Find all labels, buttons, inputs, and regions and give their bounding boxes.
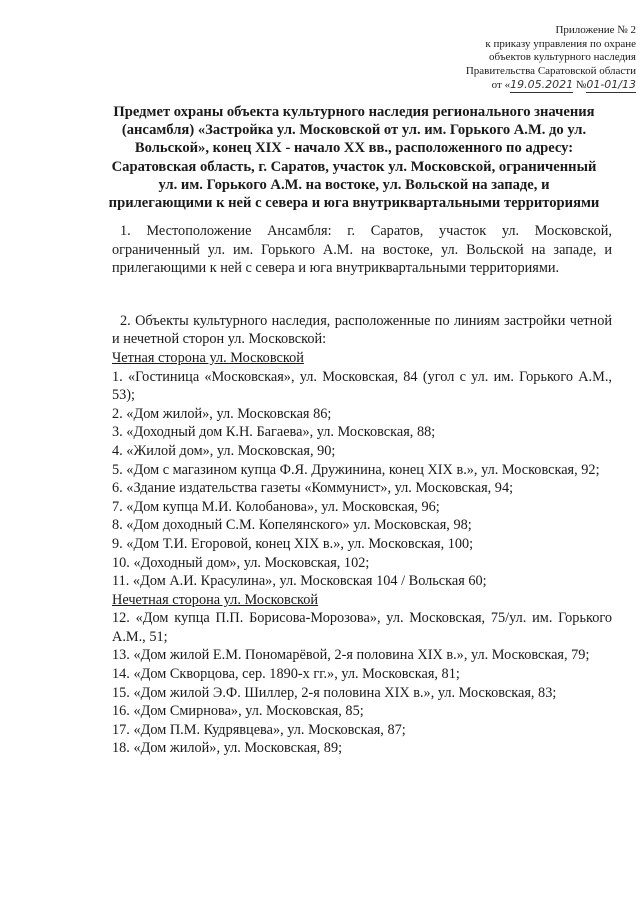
title-line: (ансамбля) «Застройка ул. Московской от ул. им. Горького А.М. до ул. bbox=[121, 122, 587, 139]
location-paragraph: 1. Местоположение Ансамбля: г. Саратов, участок ул. Московской, ограниченный ул. им. Горького А.М. на востоке, ул. Вольской на западе, и прилегающими к ней с севера и юга внутриквартальными территориями. bbox=[112, 223, 612, 277]
title-line: Вольской», конец XIX - начало XX вв., расположенного по адресу: bbox=[134, 140, 574, 157]
title-line: Предмет охраны объекта культурного наследия регионального значения bbox=[113, 104, 595, 120]
list-item: 3. «Доходный дом К.Н. Багаева», ул. Московская, 88; bbox=[112, 424, 436, 441]
list-item: 16. «Дом Смирнова», ул. Московская, 85; bbox=[112, 703, 364, 720]
annex-line-3: объектов культурного наследия bbox=[489, 51, 636, 63]
annex-line-4: Правительства Саратовской области bbox=[465, 64, 636, 77]
list-item: 14. «Дом Скворцова, сер. 1890-х гг.», ул. Московская, 81; bbox=[112, 666, 460, 683]
list-item: 4. «Жилой дом», ул. Московская, 90; bbox=[112, 442, 336, 459]
list-item: 7. «Дом купца М.И. Колобанова», ул. Московская, 96; bbox=[112, 498, 440, 515]
document-title bbox=[90, 103, 618, 212]
list-item: 11. «Дом А.И. Красулина», ул. Московская 104 / Вольская 60; bbox=[112, 573, 487, 590]
list-item: 17. «Дом П.М. Кудрявцева», ул. Московская, 87; bbox=[112, 721, 406, 738]
list-item: 10. «Доходный дом», ул. Московская, 102; bbox=[112, 554, 370, 571]
title-line: Саратовская область, г. Саратов, участок ул. Московской, ограниченный bbox=[111, 158, 597, 175]
objects-paragraph: 2. Объекты культурного наследия, расположенные по линиям застройки четной и нечетной сторон ул. Московской: bbox=[112, 312, 612, 348]
list-item: 15. «Дом жилой Э.Ф. Шиллер, 2-я половина XIX в.», ул. Московская, 83; bbox=[112, 684, 557, 701]
list-item: 8. «Дом доходный С.М. Копелянского» ул. Московская, 98; bbox=[112, 517, 472, 534]
annex-line-1: Приложение № 2 bbox=[555, 24, 636, 36]
list-item: 1. «Гостиница «Московская», ул. Московская, 84 (угол с ул. им. Горького А.М., 53); bbox=[112, 368, 612, 404]
odd-side-heading: Нечетная сторона ул. Московской bbox=[112, 591, 319, 608]
annex-from-label: от « bbox=[491, 79, 511, 91]
annex-number-label: № bbox=[575, 79, 587, 91]
even-side-list bbox=[112, 368, 612, 591]
list-item: 9. «Дом Т.И. Егоровой, конец XIX в.», ул. Московская, 100; bbox=[112, 535, 474, 552]
title-line: прилегающими к ней с севера и юга внутриквартальными территориями bbox=[108, 195, 600, 212]
title-line: ул. им. Горького А.М. на востоке, ул. Вольской на западе, и bbox=[158, 176, 550, 193]
list-item: 12. «Дом купца П.П. Борисова-Морозова», ул. Московская, 75/ул. им. Горького А.М., 51; bbox=[112, 610, 612, 645]
list-item: 2. «Дом жилой», ул. Московская 86; bbox=[112, 405, 332, 422]
annex-number-handwritten: 01-01/13 bbox=[586, 78, 636, 91]
list-item: 18. «Дом жилой», ул. Московская, 89; bbox=[112, 740, 343, 757]
even-side-heading: Четная сторона ул. Московской bbox=[112, 349, 304, 366]
annex-header bbox=[440, 24, 636, 93]
annex-date-handwritten: 19.05.2021 bbox=[510, 78, 574, 91]
list-item: 13. «Дом жилой Е.М. Пономарёвой, 2-я половина XIX в.», ул. Московская, 79; bbox=[112, 647, 590, 664]
odd-side-list bbox=[112, 609, 612, 758]
list-item: 5. «Дом с магазином купца Ф.Я. Дружинина, конец XIX в.», ул. Московская, 92; bbox=[112, 461, 600, 478]
list-item: 6. «Здание издательства газеты «Коммунист», ул. Московская, 94; bbox=[112, 480, 514, 497]
document-body bbox=[112, 222, 612, 758]
annex-line-2: к приказу управления по охране bbox=[485, 37, 636, 50]
annex-date-number-line bbox=[440, 78, 636, 93]
